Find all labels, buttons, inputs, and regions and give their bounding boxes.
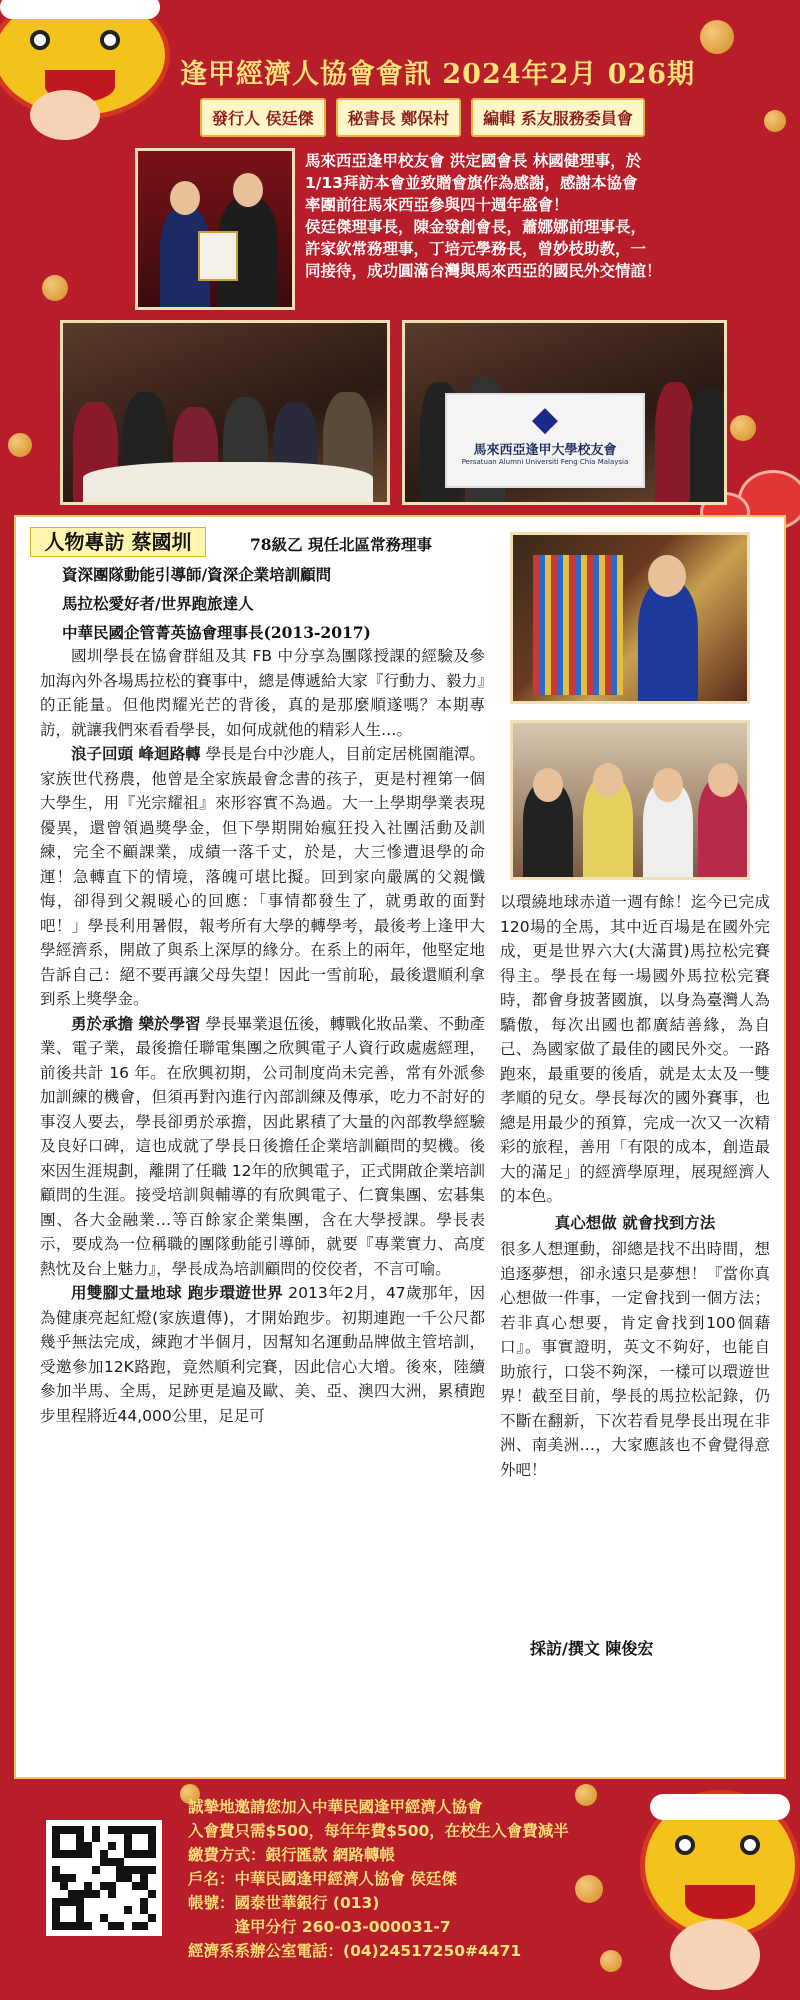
- section-subheading: 勇於承擔 樂於學習: [71, 1014, 201, 1033]
- footer-line: 戶名：中華民國逢甲經濟人協會 侯廷傑: [188, 1870, 457, 1888]
- paragraph: 很多人想運動，卻總是找不出時間，想追逐夢想，卻永遠只是夢想！『當你真心想做一件事，一定會找到一個方法；若非真心想要，肯定會找到100個藉口』。事實證明，英文不夠好，也能自助旅行，口袋不夠深，一樣可以環遊世界！截至目前，學長的馬拉松記錄，仍不斷在翻新，下次若看見學長出現在非洲、南美洲…，大家應該也不會覺得意外吧！: [500, 1240, 770, 1479]
- secretary-tag: 秘書長 鄭保村: [336, 98, 462, 137]
- paragraph: 浪子回頭 峰迴路轉 學長是台中沙鹿人，目前定居桃園龍潭。家族世代務農，他曾是全家族最會念書的孩子，更是村裡第一個大學生，用『光宗耀祖』來形容實不為過。大一上學期學業表現優異，還曾領過獎學金，但下學期開始瘋狂投入社團活動及訓練，完全不顧課業，成績一落千丈，於是，大三慘遭退學的命運！急轉直下的情境，落魄可堪比擬。回到家向嚴厲的父親懺悔，卻得到父親暖心的回應：「事情都發生了，就勇敢的面對吧！」學長利用暑假，報考所有大學的轉學考，最後考上逢甲大學經濟系，開啟了與系上深厚的緣分。在系上的兩年，他堅定地告訴自己：絕不要再讓父母失望！因此一雪前恥，最後還順利拿到系上獎學金。: [40, 745, 485, 1008]
- banner-subtext: Persatuan Alumni Universiti Feng Chia Malaysia: [461, 458, 629, 466]
- lion-dance-icon: [0, 0, 190, 140]
- footer-line: 逢甲分行 260-03-000031-7: [188, 1918, 451, 1936]
- article-heading: 人物專訪 蔡國圳: [30, 527, 206, 557]
- publisher-tag: 發行人 侯廷傑: [200, 98, 326, 137]
- footer-line: 繳費方式：銀行匯款 網路轉帳: [188, 1846, 395, 1864]
- article-byline: 78級乙 現任北區常務理事: [250, 535, 432, 554]
- intro-line: 同接待，成功圓滿台灣與馬來西亞的國民外交情誼！: [305, 262, 662, 280]
- qr-code[interactable]: [46, 1820, 162, 1936]
- article-title-line: 資深團隊動能引導師/資深企業培訓顧問: [62, 565, 332, 584]
- medals-photo: [510, 532, 750, 704]
- footer-line: 誠摯地邀請您加入中華民國逢甲經濟人協會: [188, 1798, 483, 1816]
- flag-presentation-photo: [135, 148, 295, 310]
- masthead-tags: [200, 98, 645, 137]
- paragraph: 勇於承擔 樂於學習 學長畢業退伍後，轉戰化妝品業、不動產業、電子業，最後擔任聯電集團之欣興電子人資行政處處經理，前後共計 16 年。在欣興初期，公司制度尚未完善，常有外派參加訓練的機會，但須再對內進行內部訓練及傳承，吃力不討好的事沒人要去，學長卻勇於承擔，因此累積了大量的內部教學經驗及良好口碑，這也成就了學長日後擔任企業培訓顧問的契機。後來因生涯規劃，離開了任職 12年的欣興電子，正式開啟企業培訓顧問的生涯。接受培訓與輔導的有欣興電子、仁寶集團、宏碁集團、各大金融業…等百餘家企業集團，含在大學授課。學長表示，要成為一位稱職的團隊動能引導師，就要『專業實力、高度熱忱及台上魅力』，學長成為培訓顧問的佼佼者，不言可喻。: [40, 1014, 485, 1278]
- dinner-group-photo: [60, 320, 390, 505]
- article-body-right: [500, 890, 770, 1482]
- intro-line: 馬來西亞逢甲校友會 洪定國會長 林國健理事，於: [305, 152, 642, 170]
- section-subheading: 用雙腳丈量地球 跑步環遊世界: [71, 1284, 284, 1302]
- lion-dance-icon: [630, 1780, 800, 2000]
- paragraph: 用雙腳丈量地球 跑步環遊世界 2013年2月，47歲那年，因為健康亮起紅燈(家族遺傳)，才開始跑步。初期連跑一千公尺都幾乎無法完成，練跑才半個月，因幫知名運動品牌做主管培訓，受邀參加12K路跑，竟然順利完賽，因此信心大增。後來，陸續參加半馬、全馬，足跡更是遍及歐、美、亞、澳四大洲，累積跑步里程將近44,000公里，足足可: [40, 1284, 485, 1425]
- article-title-line: 中華民國企管菁英協會理事長(2013-2017): [62, 623, 371, 642]
- paragraph: 以環繞地球赤道一週有餘！迄今已完成120場的全馬，其中近百場是在國外完成，更是世界六大(大滿貫)馬拉松完賽得主。學長在每一場國外馬拉松完賽時，都會身披著國旗，以身為臺灣人為驕傲，每次出國也都廣結善緣，為自己、為國家做了最佳的國民外交。一路跑來，最重要的後盾，就是太太及一雙孝順的兒女。學長每次的國外賽事，也總是用最少的預算，完成一次又一次精彩的旅程，善用「有限的成本，創造最大的滿足」的經濟學原理，展現經濟人的本色。: [500, 893, 770, 1205]
- banner-group-photo: [402, 320, 727, 505]
- editor-tag: 編輯 系友服務委員會: [471, 98, 645, 137]
- intro-text: [305, 150, 775, 282]
- newsletter-title: 逢甲經濟人協會會訊 2024年2月 026期: [180, 59, 696, 90]
- alumni-banner: ◆ 馬來西亞逢甲大學校友會 Persatuan Alumni Universiti Feng Chia Malaysia: [445, 393, 645, 488]
- article-author: 採訪/撰文 陳俊宏: [530, 1639, 654, 1658]
- footer-line: 入會費只需$500，每年年費$500，在校生入會費減半: [188, 1822, 569, 1840]
- footer-line: 帳號：國泰世華銀行 (013): [188, 1894, 380, 1912]
- article-title-line: 馬拉松愛好者/世界跑旅達人: [62, 594, 254, 613]
- family-photo: [510, 720, 750, 880]
- membership-info: [188, 1795, 648, 1963]
- intro-line: 許家欽常務理事，丁培元學務長，曾妙枝助教，一: [305, 240, 647, 258]
- footer-line: 經濟系系辦公室電話：(04)24517250#4471: [188, 1942, 522, 1960]
- banner-text: 馬來西亞逢甲大學校友會: [473, 443, 617, 458]
- intro-line: 率團前往馬來西亞參與四十週年盛會！: [305, 196, 569, 214]
- section-subheading: 浪子回頭 峰迴路轉: [71, 745, 201, 763]
- article-body-left: [40, 644, 485, 1428]
- section-subheading: 真心想做 就會找到方法: [554, 1213, 716, 1232]
- intro-line: 1/13拜訪本會並致贈會旗作為感謝，感謝本協會: [305, 174, 638, 192]
- paragraph: 國圳學長在協會群組及其 FB 中分享為團隊授課的經驗及參加海內外各場馬拉松的賽事中，總是傳遞給大家『行動力、毅力』的正能量。但他閃耀光芒的背後，真的是那麼順遂嗎？本期專訪，就讓我們來看看學長，如何成就他的精彩人生…。: [40, 647, 485, 739]
- intro-line: 侯廷傑理事長，陳金發創會長，蕭娜娜前理事長，: [305, 218, 647, 236]
